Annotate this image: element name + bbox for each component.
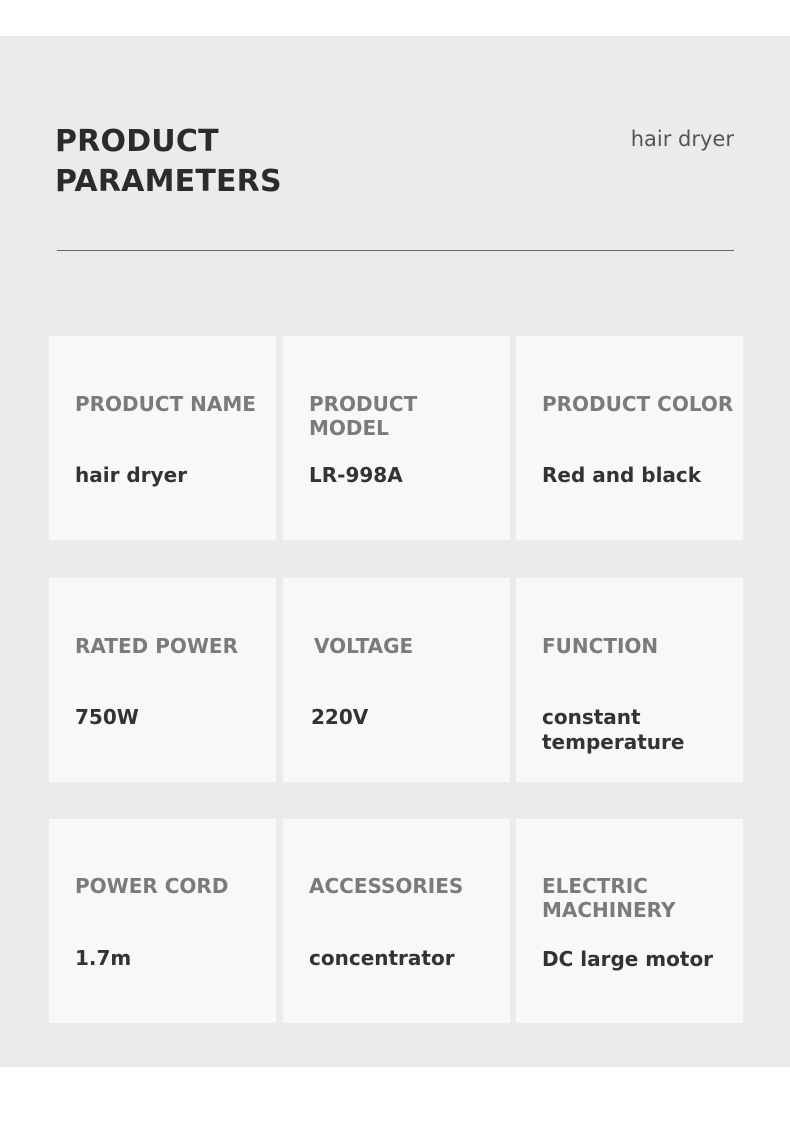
page-title bbox=[55, 122, 282, 202]
param-card-electric-machinery bbox=[516, 819, 743, 1023]
param-label: VOLTAGE bbox=[314, 634, 414, 658]
param-label: POWER CORD bbox=[75, 874, 229, 898]
param-value: LR-998A bbox=[309, 463, 403, 487]
param-value: DC large motor bbox=[542, 947, 714, 971]
param-card-accessories bbox=[283, 819, 510, 1023]
page-title-line-1: PRODUCT bbox=[55, 124, 219, 159]
product-subtitle: hair dryer bbox=[630, 127, 734, 151]
param-card-voltage bbox=[283, 578, 510, 782]
param-card-product-name bbox=[49, 336, 276, 540]
header-divider bbox=[57, 250, 734, 251]
param-card-rated-power bbox=[49, 578, 276, 782]
param-value: concentrator bbox=[309, 946, 455, 970]
param-value: hair dryer bbox=[75, 463, 188, 487]
page-title-line-2: PARAMETERS bbox=[55, 164, 282, 199]
param-value: 750W bbox=[75, 705, 139, 729]
param-card-function bbox=[516, 578, 743, 782]
param-label: RATED POWER bbox=[75, 634, 238, 658]
param-card-product-color bbox=[516, 336, 743, 540]
param-label: PRODUCT NAME bbox=[75, 392, 256, 416]
param-value: Red and black bbox=[542, 463, 702, 487]
param-value: 1.7m bbox=[75, 946, 132, 970]
param-card-power-cord bbox=[49, 819, 276, 1023]
param-value: constant temperature bbox=[542, 705, 685, 754]
param-label: PRODUCT COLOR bbox=[542, 392, 734, 416]
param-label: ACCESSORIES bbox=[309, 874, 464, 898]
param-label: ELECTRIC MACHINERY bbox=[542, 874, 676, 922]
param-value: 220V bbox=[311, 705, 369, 729]
param-label: PRODUCT MODEL bbox=[309, 392, 418, 440]
param-label: FUNCTION bbox=[542, 634, 659, 658]
param-card-product-model bbox=[283, 336, 510, 540]
